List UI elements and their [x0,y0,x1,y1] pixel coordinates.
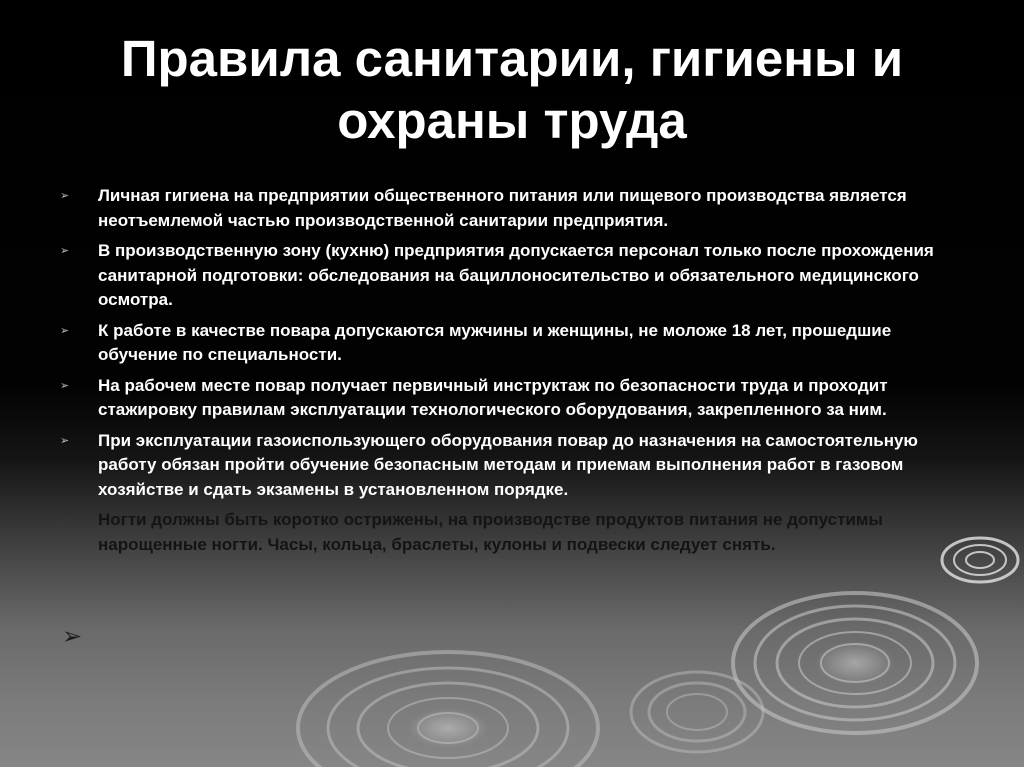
chevron-right-icon: ➢ [60,323,70,337]
chevron-right-icon: ➢ [60,433,70,447]
bullet-item [60,429,960,503]
chevron-right-icon: ➢ [60,189,70,202]
bullet-list [60,184,960,563]
bullet-text: В производственную зону (кухню) предприятия допускается персонал только после прохождения санитарной подготовки: обследования на бациллоносительство и обязательного медицинского осмотра. [98,241,934,309]
chevron-right-icon: ➢ [60,513,70,526]
slide-title: Правила санитарии, гигиены и охраны труда [120,30,904,149]
bullet-item [60,508,960,557]
bullet-item [60,239,960,313]
bullet-text: На рабочем месте повар получает первичный инструктаж по безопасности труда и проходит стажировку правилам эксплуатации технологического оборудования, закрепленного за ним. [98,375,888,419]
chevron-right-icon: ➢ [60,378,70,392]
bullet-text: Ногти должны быть коротко острижены, на производстве продуктов питания не допустимы нарощенные ногти. Часы, кольца, браслеты, кулоны и подвески следует снять. [98,510,883,554]
chevron-right-icon: ➢ [60,244,70,257]
empty-bullet-chevron-icon: ➢ [62,622,83,650]
ripple-medium [631,672,763,752]
bullet-text: При эксплуатации газоиспользующего оборудования повар до назначения на самостоятельную работу обязан пройти обучение безопасным методам и приемам выполнения работ в газовом хозяйстве и сдать экзамены в установленном порядке. [98,430,918,499]
bullet-text: К работе в качестве повара допускаются мужчины и женщины, не моложе 18 лет, прошедшие обучение по специальности. [98,320,892,364]
bullet-item [60,374,960,423]
bullet-item [60,184,960,233]
bullet-text: Личная гигиена на предприятии общественного питания или пищевого производства является неотъемлемой частью производственной санитарии предприятия. [98,186,907,230]
bullet-item [60,319,960,368]
